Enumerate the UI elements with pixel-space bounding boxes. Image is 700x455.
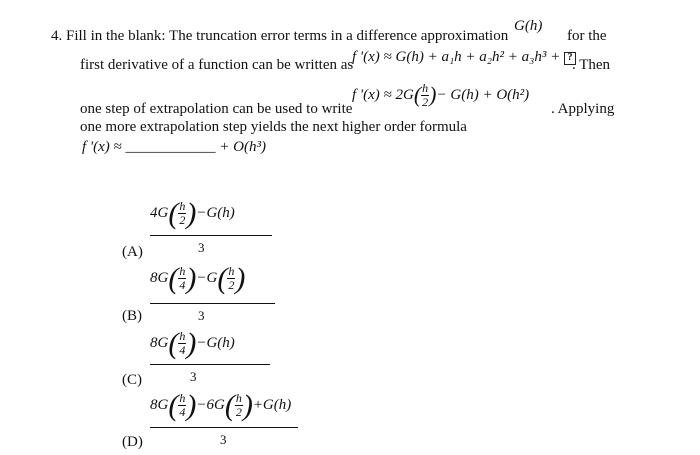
missing-term-box: ?: [564, 52, 576, 65]
answer-blank[interactable]: ____________: [125, 139, 216, 155]
question-line-4: one more extrapolation step yields the next higher order formula: [80, 119, 467, 135]
extrap-lead: f '(x) ≈ 2G: [352, 86, 414, 103]
h-over-2-fraction: $\frac{h}{2}$: [422, 81, 429, 109]
option-b-fraction: 8G( $\frac{h}{4}$ )−G( $\frac{h}{2}$ ) 3: [150, 263, 275, 321]
question-line-1: [51, 27, 508, 45]
question-line-2: first derivative of a function can be written as: [80, 57, 354, 73]
answer-line: [82, 138, 266, 156]
option-a-label[interactable]: (A): [122, 244, 143, 260]
question-text-1: Fill in the blank: The truncation error terms in a difference approximation: [66, 28, 509, 44]
option-c-label[interactable]: (C): [122, 372, 142, 388]
option-d-label[interactable]: (D): [122, 434, 143, 450]
series-formula: [352, 48, 576, 66]
option-a-fraction: 4G( $\frac{h}{2}$ )−G(h) 3: [150, 198, 275, 256]
answer-lead: f '(x) ≈: [82, 139, 122, 155]
then-text: . Then: [572, 57, 611, 73]
option-c-fraction: 8G( $\frac{h}{4}$ )−G(h) 3: [150, 328, 275, 386]
option-c-denominator: 3: [190, 369, 197, 384]
applying-text: . Applying: [551, 101, 615, 117]
option-b-label[interactable]: (B): [122, 308, 142, 324]
option-a-denominator: 3: [198, 240, 205, 255]
question-number: 4.: [51, 28, 63, 44]
option-b-denominator: 3: [198, 308, 205, 323]
answer-tail: + O(h³): [219, 139, 266, 155]
extrapolation-formula: f '(x) ≈ 2G( $\frac{h}{2}$ )− G(h) + O(h²): [352, 81, 530, 109]
option-d-fraction: 8G( $\frac{h}{4}$ )−6G( $\frac{h}{2}$ )+G(h) 3: [150, 390, 300, 448]
series-formula-text: f '(x) ≈ G(h) + a₁h + a₂h² + a₃h³ +: [352, 49, 561, 65]
extrap-tail: − G(h) + O(h²): [436, 86, 530, 103]
question-line-3: one step of extrapolation can be used to write: [80, 101, 353, 117]
for-the-text: for the: [567, 28, 607, 44]
option-d-denominator: 3: [220, 432, 227, 447]
g-of-h-symbol: G(h): [514, 18, 543, 34]
